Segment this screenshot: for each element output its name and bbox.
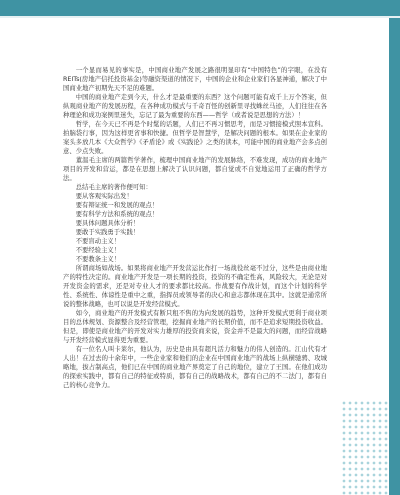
list-line: 总结毛主席的著作便可知： [75, 184, 152, 191]
header-underline [0, 16, 400, 18]
paragraph: 中国的商业地产走到今天，什么才是最重要的东西？这个问题可能有成千上万个答案，但纵观商业地产的发展历程，在各种成功模式与千奇百怪的创新里寻找蛛丝马迹，人们往往在各种理论和成功案例里迷失，忘记了最为重要的东西——哲学（或者说是思想的方法）！ [63, 94, 327, 119]
paragraph: 一个显而易见的事实是，中国商业地产发展之路很明显印有“中国特色”的字眼，在没有REITs(房地产信托投资基金)等融资渠道的情况下，中国的企业和企业家们各显神通，解决了中国商业地产初期先天不足的难题。 [63, 67, 327, 92]
page-body [63, 66, 327, 390]
list-line: 要敢于实践勇于实践！ [75, 229, 140, 236]
list-line: 要具体问题具体分析！ [75, 220, 140, 227]
right-edge-band [389, 18, 400, 495]
header-band [0, 0, 400, 16]
paragraph: 如今，商业地产的开发模式有断只租不售的为向发展的趋势，这种开发模式更利于商业项目的总体规划、资源整合及经营管理，挖掘商业地产的长期价值，而不是追求短期投资收益。但是，即使是商业地产的开发对实力雄厚的投资商来说，资金并不是最大的问题，而经营战略与开发经营模式显得更为重要。 [63, 310, 327, 344]
list-line: 不要经验主义！ [75, 247, 121, 254]
list-line: 要有辩证统一和发展的观点！ [75, 202, 159, 209]
paragraph: 董温毛主席的两篇哲学著作，梳理中国商业地产的发展脉络，不难发现，成功的商业地产项目的开发和营运，都是在思想上解决了认识问题，都自觉或不自觉地运用了正确的哲学方法。 [63, 157, 327, 182]
list-line: 要从客观实际出发！ [75, 193, 133, 200]
dot-pattern-decoration [341, 400, 389, 495]
paragraph: 哲学，在今天已不再是个时髦的话题，人们已不再习惯思考，而是习惯接模式照本宣科。拍脑袋行事，因为这样更省事和快捷。但哲学是智慧学，是解决问题的根本。如果在企业家的案头多放几本《大众哲学》《矛盾论》或《实践论》之类的读本，可能中国的商业地产会多点创意、少点失败。 [63, 121, 327, 155]
list-line: 不要盲动主义！ [75, 238, 121, 245]
paragraph: 有一位名人叫卡莱尔，他认为，历史是由具有超凡活力和魅力的伟人创造的。江山代有才人出！在过去的十余年中，一些企业家和他们的企业在中国商业地产的战场上纵横驰骋、攻城略地，拔占制高点，他们已在中国的商业地产界奠定了自己的地位，建立了王国。在他们成功的探索实践中，都有自己的特征或特质，都有自己的战略战术，都有自己的不二法门，都有自己的核心竞争力。 [63, 346, 327, 389]
paragraph: 所谓商场如战场。如果将商业地产开发营运比作打一场战役丝毫不过分，这些是由商业地产的特性决定的。商业地产开发是一项长期的投资，投资的不确定性高，风险较大，无论是对开发资金的需求，还是对专业人才的要求都比较高。作战要有作战计划，而这个计划的科学性、系统性、体谅性是重中之重，指挥员或领导者的决心和意志都体现在其中。这就是通常所说的整体战略，也可以说是开发经营模式。 [63, 265, 327, 308]
list-line: 不要教条主义！ [75, 256, 121, 263]
list-line: 要有科学方法和系统的观点！ [75, 211, 159, 218]
